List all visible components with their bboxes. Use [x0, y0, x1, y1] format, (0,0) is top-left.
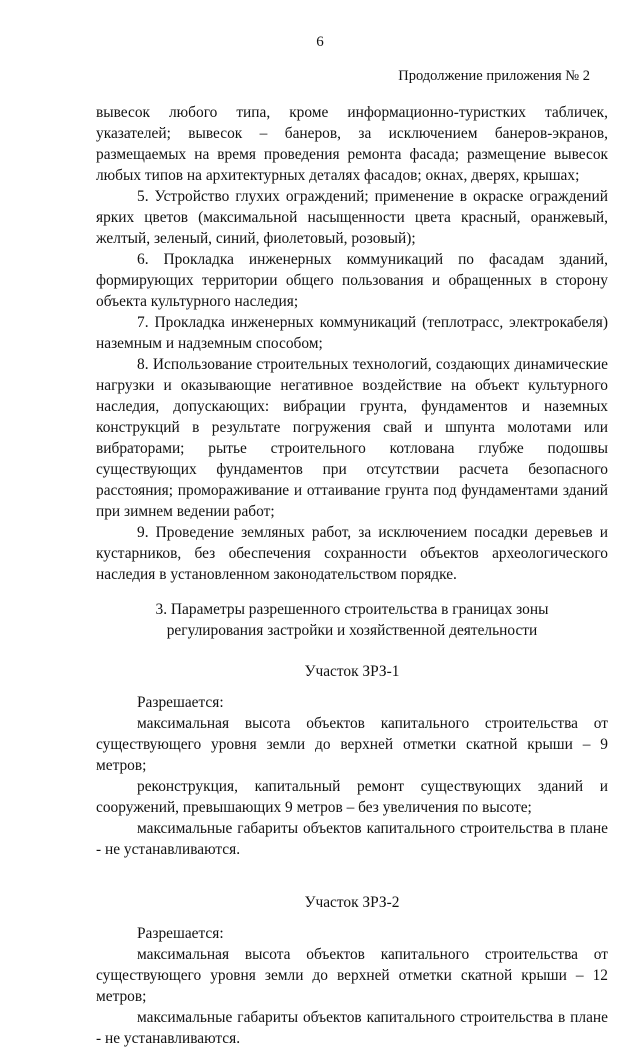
site-2-paragraph: максимальные габариты объектов капитального строительства в плане - не устанавливаются. — [96, 1009, 608, 1047]
site-1-paragraph: максимальная высота объектов капитального строительства от существующего уровня земли до верхней отметки скатной крыши – 9 метров; — [96, 715, 608, 774]
site-2-paragraph: максимальная высота объектов капитального строительства от существующего уровня земли до верхней отметки скатной крыши – 12 метров; — [96, 946, 608, 1005]
list-item-6: 6. Прокладка инженерных коммуникаций по фасадам зданий, формирующих территории общего пользования и обращенных в сторону объекта культурного наследия; — [96, 251, 608, 310]
page-number: 6 — [316, 34, 324, 50]
list-item-8: 8. Использование строительных технологий, создающих динамические нагрузки и оказывающие негативное воздействие на объект культурного наследия, допускающих: вибрации грунта, фундаментов и наземных конструкций в результате погружения свай и шпунта молотами или вибраторами; рытье строительного котлована глубже подошвы существующих фундаментов при отсутствии расчета безопасного расстояния; промораживание и оттаивание грунта под фундаментами зданий при зимнем ведении работ; — [96, 356, 608, 520]
site-1-paragraph: максимальные габариты объектов капитального строительства в плане - не устанавливаются. — [96, 820, 608, 858]
section-gap — [96, 860, 608, 880]
list-item-9: 9. Проведение земляных работ, за исключением посадки деревьев и кустарников, без обеспечения сохранности объектов археологического наследия в установленном законодательством порядке. — [96, 524, 608, 583]
list-item-5: 5. Устройство глухих ограждений; применение в окраске ограждений ярких цветов (максимальной насыщенности цвета красный, оранжевый, желтый, зеленый, синий, фиолетовый, розовый); — [96, 188, 608, 247]
top-paragraph: вывесок любого типа, кроме информационно-туристких табличек, указателей; вывесок – банеров, за исключением банеров-экранов, размещаемых на время проведения ремонта фасада; размещение вывесок любых типов на архитектурных деталях фасадов; окнах, дверях, крышах; — [96, 104, 608, 184]
appendix-label: Продолжение приложения № 2 — [398, 68, 590, 84]
document-body — [96, 102, 608, 1049]
site-heading-zrz-1: Участок ЗРЗ-1 — [304, 663, 400, 680]
site-heading-zrz-2: Участок ЗРЗ-2 — [304, 894, 400, 911]
allowed-label: Разрешается: — [137, 925, 224, 942]
list-item-7: 7. Прокладка инженерных коммуникаций (теплотрасс, электрокабеля) наземным и надземным способом; — [96, 314, 608, 352]
allowed-label: Разрешается: — [137, 694, 224, 711]
section-heading: 3. Параметры разрешенного строительства в границах зоны регулирования застройки и хозяйственной деятельности — [155, 601, 549, 639]
site-1-paragraph: реконструкция, капитальный ремонт существующих зданий и сооружений, превышающих 9 метров – без увеличения по высоте; — [96, 778, 608, 816]
